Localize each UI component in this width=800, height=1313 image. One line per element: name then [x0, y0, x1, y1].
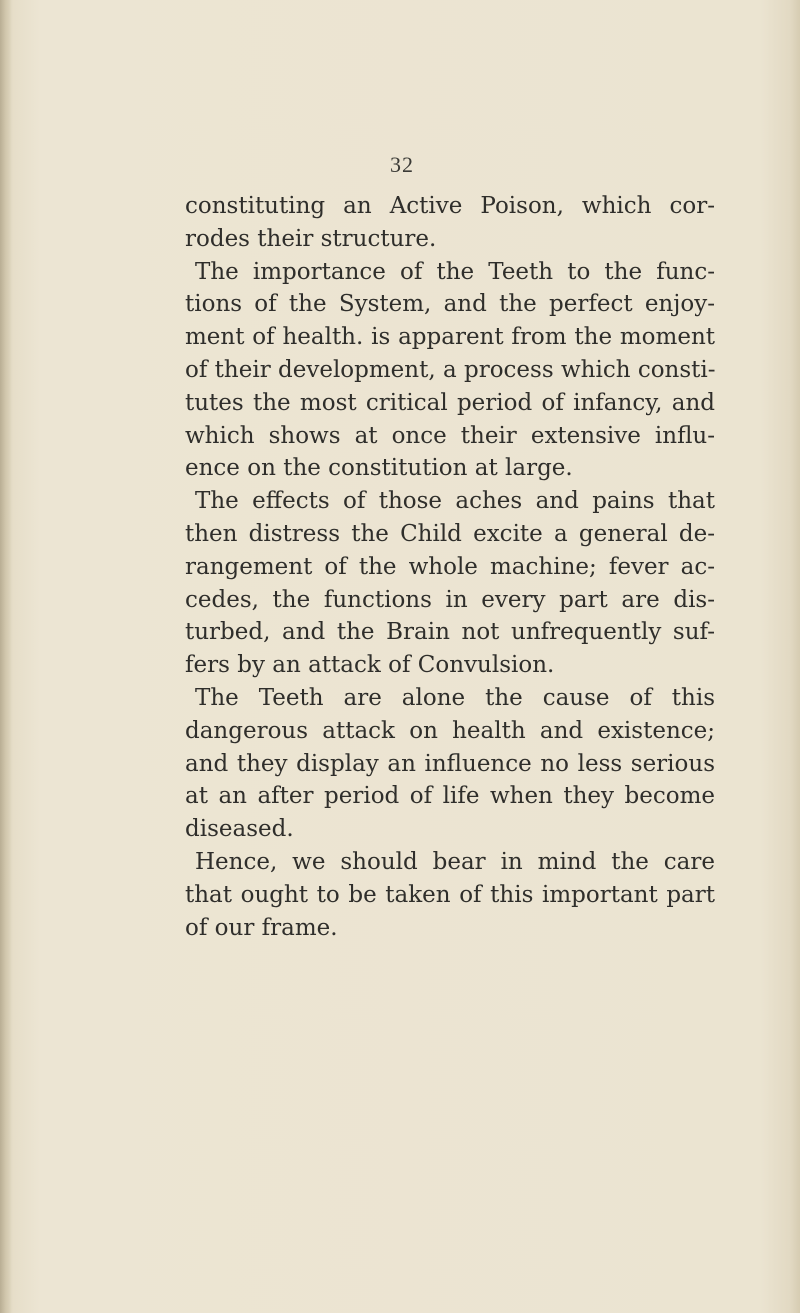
text-line: rodes their structure.: [185, 225, 437, 252]
text-line: The importance of the Teeth to the func-: [195, 258, 715, 285]
binding-shadow: [0, 0, 12, 1313]
text-line: then distress the Child excite a general de-: [185, 520, 715, 547]
text-line: The effects of those aches and pains that: [195, 488, 715, 515]
text-line: rangement of the whole machine; fever ac-: [185, 553, 715, 580]
text-line: constituting an Active Poison, which cor-: [185, 193, 715, 219]
text-line: Hence, we should bear in mind the care: [195, 848, 715, 875]
text-line: diseased.: [185, 816, 294, 843]
text-line: tutes the most critical period of infancy, and: [185, 389, 715, 416]
text-line: The Teeth are alone the cause of this: [195, 684, 715, 711]
text-line: ence on the constitution at large.: [185, 455, 573, 482]
text-line: which shows at once their extensive influ-: [185, 422, 715, 449]
text-line: that ought to be taken of this important part: [185, 881, 715, 908]
page-number: 32: [390, 152, 414, 177]
text-line: of our frame.: [185, 914, 338, 941]
text-line: ment of health. is apparent from the moment: [185, 324, 715, 351]
text-line: turbed, and the Brain not unfrequently suf-: [185, 619, 715, 646]
text-line: cedes, the functions in every part are dis-: [185, 586, 715, 613]
text-line: and they display an influence no less serious: [185, 750, 715, 777]
text-line: of their development, a process which consti-: [185, 356, 716, 383]
text-line: at an after period of life when they become: [185, 783, 715, 810]
text-line: tions of the System, and the perfect enjoy-: [185, 291, 715, 318]
text-line: dangerous attack on health and existence;: [185, 717, 715, 744]
text-line: fers by an attack of Convulsion.: [185, 652, 555, 679]
body-text: [185, 190, 715, 944]
